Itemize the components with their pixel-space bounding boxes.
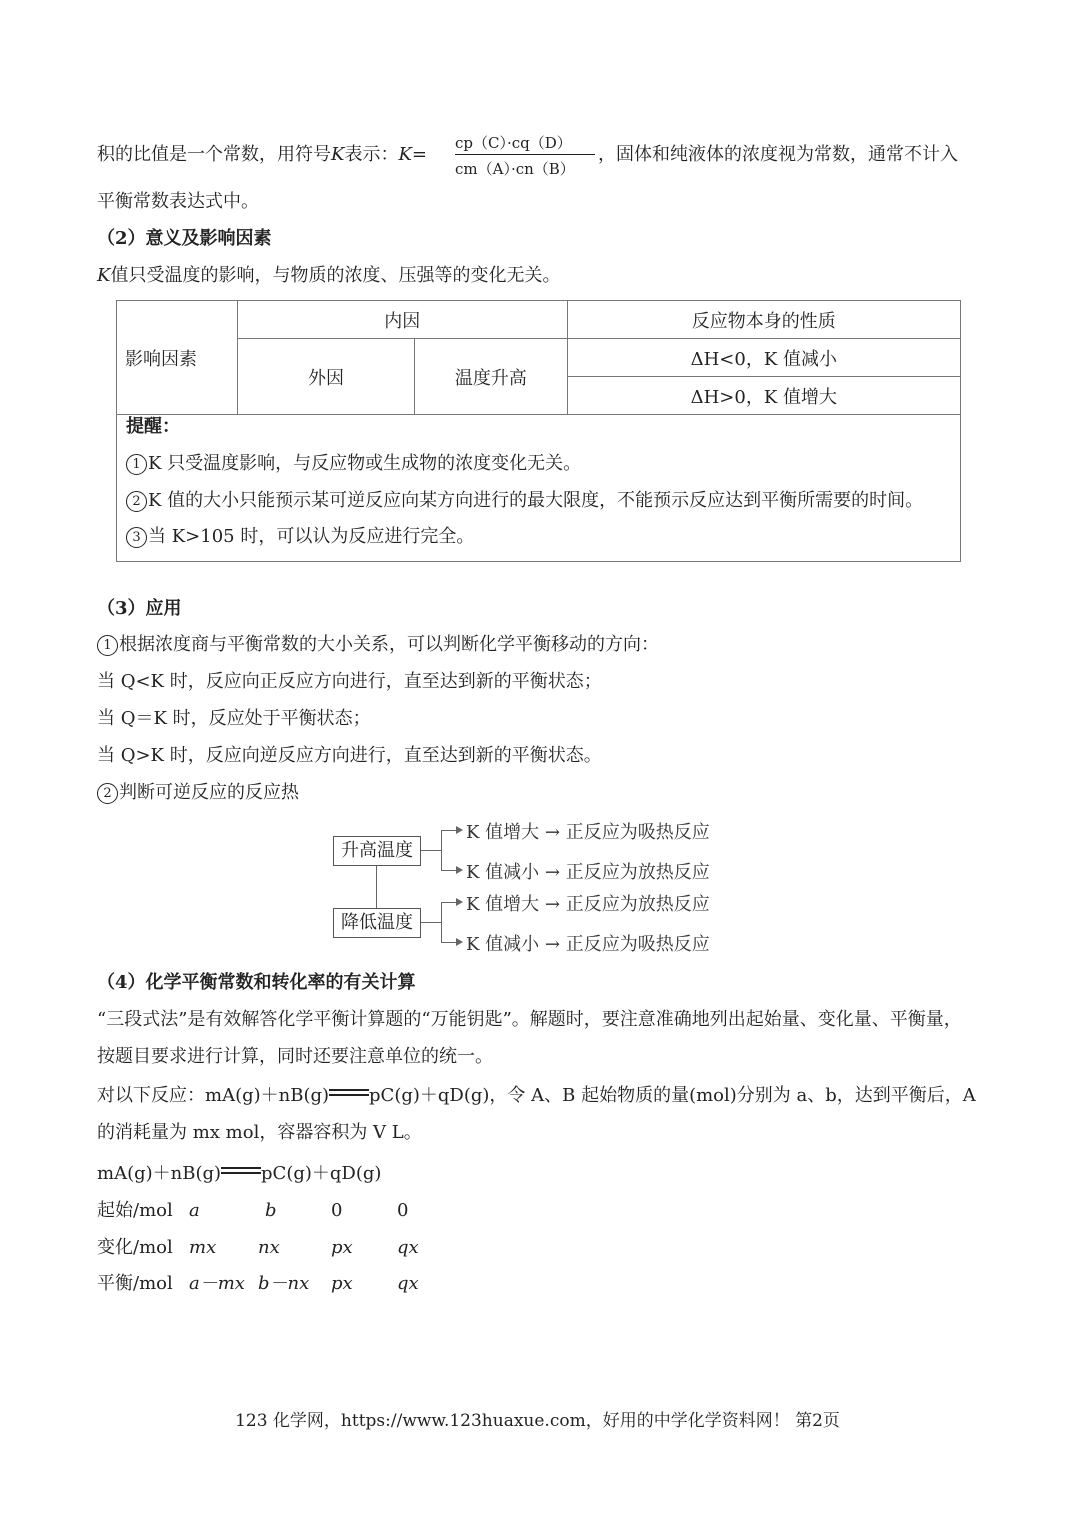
factor-table bbox=[116, 300, 961, 415]
tips-title: 提醒： bbox=[126, 416, 180, 437]
connector-vertical bbox=[376, 866, 377, 908]
para1-line1: 积的比值是一个常数，用符号K表示：K= bbox=[97, 144, 427, 165]
arrow-icon bbox=[456, 898, 463, 906]
branch-bar-2 bbox=[441, 902, 442, 943]
arrow-icon bbox=[456, 866, 463, 874]
section4-para2: 按题目要求进行计算，同时还要注意单位的统一。 bbox=[97, 1046, 493, 1067]
row-cell: a－mx bbox=[189, 1273, 245, 1294]
diagram-result-4: K 值减小 → 正反应为吸热反应 bbox=[466, 934, 710, 955]
cell-external: 外因 bbox=[237, 339, 414, 415]
circled-number-2: 2 bbox=[126, 491, 147, 512]
row-label: 起始/mol bbox=[97, 1200, 173, 1221]
section4-heading: （4）化学平衡常数和转化率的有关计算 bbox=[97, 972, 416, 993]
equilibrium-arrow-icon bbox=[221, 1165, 261, 1177]
cell-temp-up: 温度升高 bbox=[415, 339, 567, 415]
row-cell: b－nx bbox=[258, 1273, 310, 1294]
row-cell: nx bbox=[258, 1237, 280, 1258]
section3-item2: 2 判断可逆反应的反应热 bbox=[97, 781, 299, 805]
diagram-result-1: K 值增大 → 正反应为吸热反应 bbox=[466, 822, 710, 843]
row-cell: qx bbox=[397, 1237, 419, 1258]
cell-internal-value: 反应物本身的性质 bbox=[567, 301, 960, 339]
circled-number-1: 1 bbox=[126, 454, 147, 475]
row-cell: mx bbox=[189, 1237, 217, 1258]
box-lower-temp: 降低温度 bbox=[333, 908, 421, 938]
row-label: 平衡/mol bbox=[97, 1273, 173, 1294]
row-cell: a bbox=[189, 1200, 200, 1221]
reaction-equation: mA(g)＋nB(g) pC(g)＋qD(g) bbox=[97, 1163, 382, 1184]
section3-heading: （3）应用 bbox=[97, 598, 182, 619]
circled-number-1: 1 bbox=[97, 635, 118, 656]
row-label: 变化/mol bbox=[97, 1237, 173, 1258]
diagram-result-2: K 值减小 → 正反应为放热反应 bbox=[466, 862, 710, 883]
page-footer: 123 化学网，https://www.123huaxue.com，好用的中学化学资料网！ 第2页 bbox=[235, 1411, 840, 1431]
fraction-bar bbox=[455, 154, 595, 155]
arrow-icon bbox=[456, 826, 463, 834]
cell-dh-negative: ΔH<0，K 值减小 bbox=[567, 339, 960, 377]
tips-box bbox=[116, 413, 961, 562]
fraction-numerator: cp（C）·cq（D） bbox=[455, 134, 572, 152]
k-expression-fraction bbox=[455, 132, 595, 182]
section3-line1: 当 Q<K 时，反应向正反应方向进行，直至达到新的平衡状态； bbox=[97, 671, 602, 692]
para1-line2: 平衡常数表达式中。 bbox=[97, 191, 259, 212]
section4-para3: 对以下反应：mA(g)＋nB(g) pC(g)＋qD(g)，令 A、B 起始物质的量(mol)分别为 a、b，达到平衡后，A bbox=[97, 1085, 976, 1106]
para1-line1-tail: ，固体和纯液体的浓度视为常数，通常不计入 bbox=[598, 144, 958, 165]
cell-internal: 内因 bbox=[237, 301, 567, 339]
circled-number-2: 2 bbox=[97, 783, 118, 804]
row-cell: 0 bbox=[331, 1200, 343, 1221]
tip-item-1: 1 K 只受温度影响，与反应物或生成物的浓度变化无关。 bbox=[126, 452, 581, 476]
arrow-icon bbox=[456, 938, 463, 946]
cell-dh-positive: ΔH>0，K 值增大 bbox=[567, 377, 960, 415]
cell-factor: 影响因素 bbox=[117, 301, 238, 415]
section4-para1: “三段式法”是有效解答化学平衡计算题的“万能钥匙”。解题时，要注意准确地列出起始量、变化量、平衡量， bbox=[97, 1009, 962, 1030]
box-raise-temp: 升高温度 bbox=[333, 836, 421, 866]
section3-line3: 当 Q>K 时，反应向逆反应方向进行，直至达到新的平衡状态。 bbox=[97, 745, 602, 766]
row-cell: 0 bbox=[397, 1200, 409, 1221]
section3-item1: 1 根据浓度商与平衡常数的大小关系，可以判断化学平衡移动的方向： bbox=[97, 633, 659, 657]
row-cell: px bbox=[331, 1273, 353, 1294]
branch-stem-1 bbox=[421, 850, 441, 851]
fraction-denominator: cm（A）·cn（B） bbox=[455, 160, 575, 178]
row-cell: qx bbox=[397, 1273, 419, 1294]
circled-number-3: 3 bbox=[126, 527, 147, 548]
section3-line2: 当 Q＝K 时，反应处于平衡状态； bbox=[97, 708, 371, 729]
section2-text: K值只受温度的影响，与物质的浓度、压强等的变化无关。 bbox=[97, 265, 561, 286]
branch-bar-1 bbox=[441, 830, 442, 871]
row-cell: px bbox=[331, 1237, 353, 1258]
diagram-result-3: K 值增大 → 正反应为放热反应 bbox=[466, 894, 710, 915]
tip-item-3: 3 当 K>105 时，可以认为反应进行完全。 bbox=[126, 525, 474, 549]
branch-stem-2 bbox=[421, 922, 441, 923]
row-cell: b bbox=[265, 1200, 277, 1221]
equilibrium-arrow-icon bbox=[329, 1087, 369, 1099]
section2-heading: （2）意义及影响因素 bbox=[97, 228, 272, 249]
section4-para4: 的消耗量为 mx mol，容器容积为 V L。 bbox=[97, 1122, 422, 1143]
tip-item-2: 2 K 值的大小只能预示某可逆反应向某方向进行的最大限度，不能预示反应达到平衡所需要的时间。 bbox=[126, 489, 923, 513]
